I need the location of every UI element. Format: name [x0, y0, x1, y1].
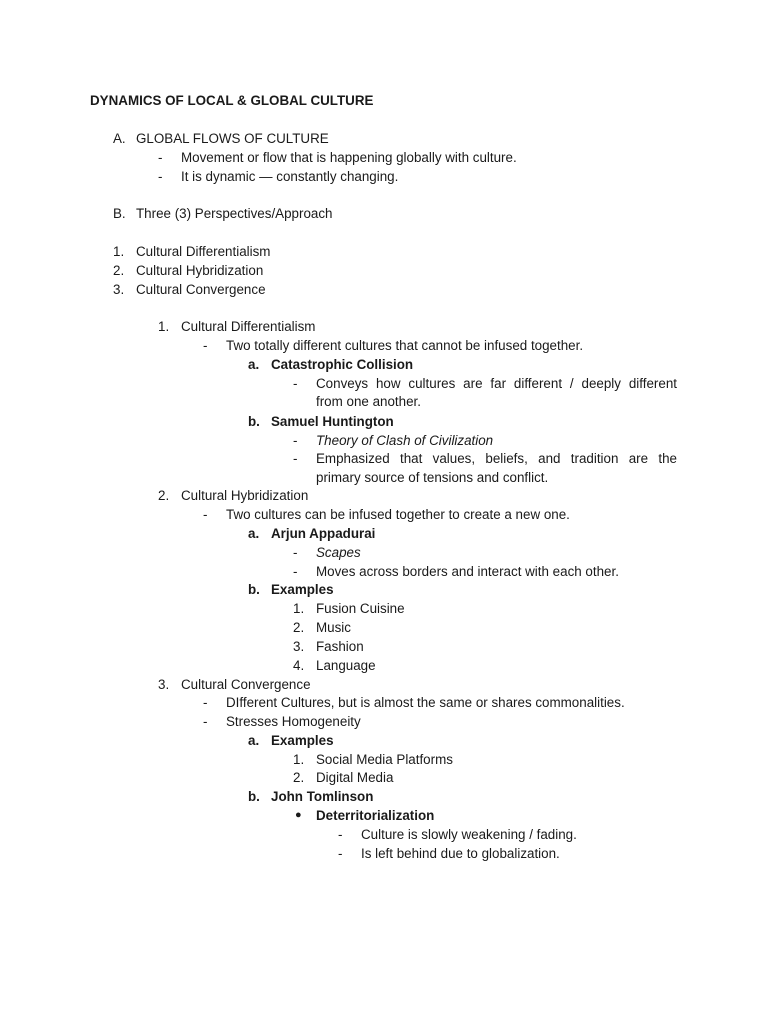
- hybrid-examples-heading: Examples: [271, 582, 334, 597]
- collision-marker: a.: [248, 357, 260, 372]
- dash-marker: -: [203, 338, 208, 353]
- convergence-desc-2: Stresses Homogeneity: [226, 714, 361, 729]
- huntington-line-1: Emphasized that values, beliefs, and tradition are the: [316, 451, 677, 466]
- example-marker: 4.: [293, 658, 305, 673]
- perspective-marker: 3.: [113, 282, 125, 297]
- example-marker: 2.: [293, 620, 305, 635]
- dash-marker: -: [203, 695, 208, 710]
- dash-marker: -: [338, 846, 343, 861]
- collision-line-2: from one another.: [316, 394, 421, 409]
- huntington-marker: b.: [248, 414, 260, 429]
- huntington-theory: Theory of Clash of Civilization: [316, 433, 494, 448]
- appadurai-scapes: Scapes: [316, 545, 361, 560]
- perspective-marker: 2.: [113, 263, 125, 278]
- perspective-item: Cultural Convergence: [136, 282, 266, 297]
- example-marker: 1.: [293, 601, 305, 616]
- hybridization-desc: Two cultures can be infused together to create a new one.: [226, 507, 570, 522]
- section-a-bullet-1: Movement or flow that is happening globally with culture.: [181, 150, 517, 165]
- dash-marker: -: [203, 507, 208, 522]
- section-b-marker: B.: [113, 206, 126, 221]
- section-a-marker: A.: [113, 131, 126, 146]
- differentialism-desc: Two totally different cultures that cannot be infused together.: [226, 338, 584, 353]
- huntington-heading: Samuel Huntington: [271, 414, 394, 429]
- conv-examples-heading: Examples: [271, 733, 334, 748]
- example-marker: 1.: [293, 752, 305, 767]
- dash-marker: -: [293, 451, 298, 466]
- hybrid-examples-marker: b.: [248, 582, 260, 597]
- differentialism-marker: 1.: [158, 319, 170, 334]
- dash-marker: -: [293, 564, 298, 579]
- example-item: Music: [316, 620, 351, 635]
- dash-marker: -: [158, 150, 163, 165]
- dash-marker: -: [293, 545, 298, 560]
- dash-marker: -: [293, 376, 298, 391]
- section-a-heading: GLOBAL FLOWS OF CULTURE: [136, 131, 329, 146]
- example-marker: 2.: [293, 770, 305, 785]
- perspective-marker: 1.: [113, 244, 125, 259]
- collision-heading: Catastrophic Collision: [271, 357, 414, 372]
- section-a-bullet-2: It is dynamic — constantly changing.: [181, 169, 399, 184]
- deterritorialization-item-2: Is left behind due to globalization.: [361, 846, 560, 861]
- hybridization-marker: 2.: [158, 488, 170, 503]
- tomlinson-heading: John Tomlinson: [271, 789, 374, 804]
- appadurai-marker: a.: [248, 526, 260, 541]
- dash-marker: -: [203, 714, 208, 729]
- example-item: Fusion Cuisine: [316, 601, 405, 616]
- hybridization-heading: Cultural Hybridization: [181, 488, 309, 503]
- huntington-line-2: primary source of tensions and conflict.: [316, 470, 549, 485]
- collision-line-1: Conveys how cultures are far different / deeply different: [316, 376, 677, 391]
- convergence-marker: 3.: [158, 677, 170, 692]
- dash-marker: -: [293, 433, 298, 448]
- appadurai-desc: Moves across borders and interact with each other.: [316, 564, 619, 579]
- example-marker: 3.: [293, 639, 305, 654]
- deterritorialization-item-1: Culture is slowly weakening / fading.: [361, 827, 577, 842]
- conv-examples-marker: a.: [248, 733, 260, 748]
- bullet-dot-icon: ●: [295, 809, 302, 821]
- convergence-desc-1: DIfferent Cultures, but is almost the same or shares commonalities.: [226, 695, 625, 710]
- perspective-item: Cultural Differentialism: [136, 244, 271, 259]
- example-item: Language: [316, 658, 376, 673]
- tomlinson-marker: b.: [248, 789, 260, 804]
- dash-marker: -: [338, 827, 343, 842]
- dash-marker: -: [158, 169, 163, 184]
- example-item: Fashion: [316, 639, 364, 654]
- example-item: Social Media Platforms: [316, 752, 453, 767]
- differentialism-heading: Cultural Differentialism: [181, 319, 316, 334]
- appadurai-heading: Arjun Appadurai: [271, 526, 376, 541]
- convergence-heading: Cultural Convergence: [181, 677, 311, 692]
- deterritorialization-heading: Deterritorialization: [316, 808, 435, 823]
- page-title: DYNAMICS OF LOCAL & GLOBAL CULTURE: [90, 93, 374, 108]
- example-item: Digital Media: [316, 770, 394, 785]
- perspective-item: Cultural Hybridization: [136, 263, 264, 278]
- section-b-heading: Three (3) Perspectives/Approach: [136, 206, 333, 221]
